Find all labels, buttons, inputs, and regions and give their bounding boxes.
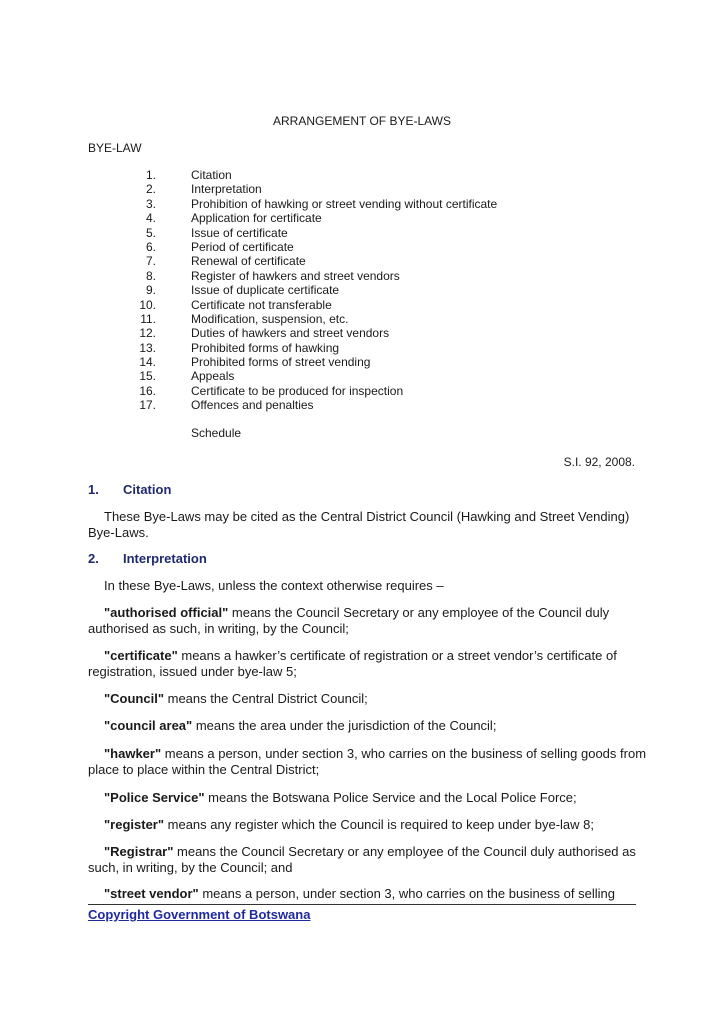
definition-term: "Registrar" — [104, 844, 174, 859]
definition-paragraph — [88, 817, 648, 833]
bye-law-heading: BYE-LAW — [88, 141, 142, 155]
toc-item — [120, 211, 497, 225]
definition-term: "Council" — [104, 691, 164, 706]
statutory-instrument: S.I. 92, 2008. — [563, 455, 635, 469]
toc-number: 8. — [145, 268, 156, 283]
definition-term: "certificate" — [104, 648, 178, 663]
definition-text: means the Council Secretary or any employee of the Council duly authorised as such, in writing, by the Council; — [88, 605, 610, 636]
section-title: Citation — [123, 482, 172, 497]
toc-number: 3. — [145, 196, 156, 211]
definition-paragraph — [88, 718, 648, 734]
toc-label: Register of hawkers and street vendors — [191, 268, 400, 283]
toc-item — [120, 326, 497, 340]
definition-term: "hawker" — [104, 746, 162, 761]
toc-number: 13. — [139, 340, 156, 355]
toc-label: Period of certificate — [191, 239, 294, 254]
arrangement-title: ARRANGEMENT OF BYE-LAWS — [272, 114, 452, 128]
toc-item — [120, 384, 497, 398]
toc-item — [120, 355, 497, 369]
toc-label: Citation — [191, 168, 232, 182]
section-number: 2. — [88, 551, 99, 566]
toc-item — [120, 269, 497, 283]
toc-number: 10. — [139, 297, 156, 312]
toc-number: 17. — [139, 398, 156, 413]
toc-item — [120, 341, 497, 355]
definition-term: "council area" — [104, 718, 193, 733]
definition-text: means the Council Secretary or any employee of the Council duly authorised as such, in writing, by the Council; and — [88, 844, 636, 875]
definition-paragraph — [88, 886, 648, 902]
definition-text: means a person, under section 3, who carries on the business of selling — [198, 886, 615, 901]
definition-text: means the Central District Council; — [164, 691, 368, 706]
toc-number: 4. — [145, 211, 156, 226]
definition-paragraph — [88, 605, 648, 637]
toc-label: Appeals — [191, 369, 235, 384]
toc-label: Certificate not transferable — [191, 297, 332, 312]
copyright-link[interactable]: Copyright Government of Botswana — [88, 907, 311, 922]
definition-term: "street vendor" — [104, 886, 199, 901]
toc-item — [120, 182, 497, 196]
toc-number: 12. — [139, 326, 156, 341]
schedule-label: Schedule — [191, 426, 242, 440]
definition-paragraph — [88, 691, 648, 707]
section-heading-interpretation — [88, 551, 207, 566]
definition-text: means the area under the jurisdiction of the Council; — [192, 718, 497, 733]
toc-number: 14. — [139, 355, 156, 370]
definition-text: means a person, under section 3, who carries on the business of selling goods from place to place within the Central District; — [88, 746, 647, 777]
toc-item — [120, 254, 497, 268]
definition-paragraph — [88, 746, 648, 778]
toc-number: 11. — [140, 311, 156, 326]
definition-paragraph — [88, 844, 648, 876]
toc-label: Renewal of certificate — [191, 254, 306, 269]
toc-item — [120, 197, 497, 211]
definition-paragraph — [88, 790, 648, 806]
toc-item — [120, 226, 497, 240]
toc-item — [120, 298, 497, 312]
interpretation-intro: In these Bye-Laws, unless the context otherwise requires – — [104, 578, 444, 593]
toc-item — [120, 398, 497, 412]
citation-text: These Bye-Laws may be cited as the Central District Council (Hawking and Street Vending) Bye-Laws. — [88, 509, 630, 540]
definition-term: "register" — [104, 817, 165, 832]
definition-text: means any register which the Council is required to keep under bye-law 8; — [164, 817, 594, 832]
section-number: 1. — [88, 482, 99, 497]
toc-item — [120, 168, 497, 182]
toc-number: 7. — [145, 254, 156, 269]
toc-number: 5. — [145, 225, 156, 240]
toc-number: 16. — [139, 383, 156, 398]
toc-label: Duties of hawkers and street vendors — [191, 326, 390, 341]
toc-label: Modification, suspension, etc. — [191, 311, 349, 326]
definition-term: "Police Service" — [104, 790, 205, 805]
section-heading-citation — [88, 482, 171, 497]
toc-label: Prohibition of hawking or street vending without certificate — [191, 196, 498, 211]
toc-label: Offences and penalties — [191, 398, 314, 413]
toc-number: 6. — [145, 239, 156, 254]
section-title: Interpretation — [123, 551, 207, 566]
toc-label: Application for certificate — [191, 211, 322, 226]
toc-item — [120, 283, 497, 297]
definition-term: "authorised official" — [104, 605, 229, 620]
toc-item — [120, 312, 497, 326]
toc-number: 1. — [145, 168, 156, 182]
toc-label: Prohibited forms of hawking — [191, 340, 340, 355]
definition-paragraph — [88, 648, 648, 680]
toc-item — [120, 240, 497, 254]
table-of-contents — [120, 168, 497, 413]
definition-text: means the Botswana Police Service and the Local Police Force; — [204, 790, 577, 805]
footer-divider — [88, 904, 636, 905]
toc-number: 9. — [145, 283, 156, 298]
toc-label: Interpretation — [191, 182, 262, 197]
toc-number: 2. — [145, 182, 156, 197]
toc-label: Certificate to be produced for inspection — [191, 383, 404, 398]
toc-number: 15. — [139, 369, 156, 384]
toc-label: Issue of certificate — [191, 225, 288, 240]
definition-text: means a hawker’s certificate of registration or a street vendor’s certificate of registration, issued under bye-law 5; — [88, 648, 617, 679]
toc-label: Issue of duplicate certificate — [191, 283, 340, 298]
toc-item — [120, 369, 497, 383]
toc-label: Prohibited forms of street vending — [191, 355, 371, 370]
